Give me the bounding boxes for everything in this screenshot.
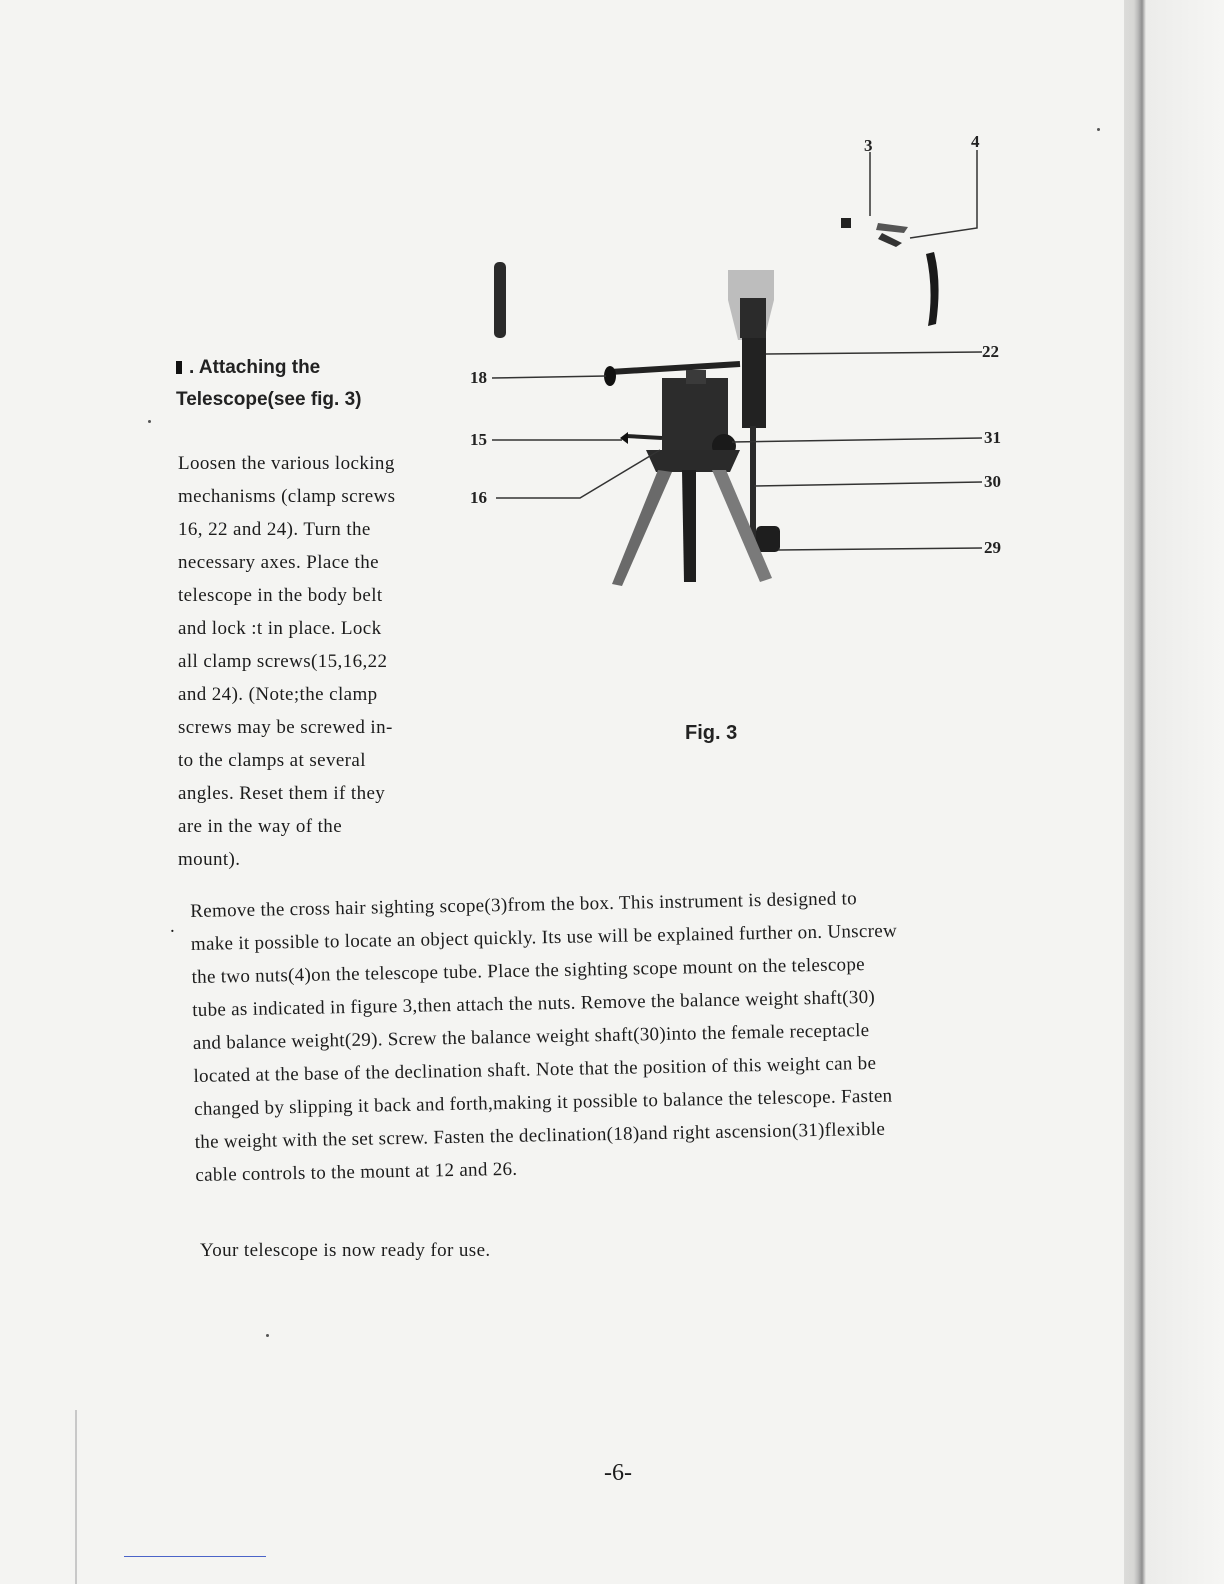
- tripod-leg-center: [682, 470, 696, 582]
- leader-line-16: [496, 450, 660, 498]
- intro-paragraph: [178, 447, 444, 876]
- intro-line: angles. Reset them if they: [178, 783, 386, 804]
- intro-line: and lock :t in place. Lock: [178, 618, 382, 639]
- callout-30: 30: [984, 472, 1001, 491]
- roman-numeral-marker: [176, 361, 182, 374]
- body-line: cable controls to the mount at 12 and 26.: [195, 1158, 518, 1186]
- body-line: and balance weight(29). Screw the balance weight shaft(30)into the female receptacle: [192, 1019, 870, 1054]
- intro-line: 16, 22 and 24). Turn the: [178, 519, 371, 540]
- callout-16: 16: [470, 488, 487, 507]
- callout-15: 15: [470, 430, 487, 449]
- leader-line-4: [910, 150, 977, 238]
- cradle-clamp: [740, 298, 766, 338]
- paragraph-bullet: .: [170, 916, 175, 937]
- body-line: the two nuts(4)on the telescope tube. Place the sighting scope mount on the telescope: [191, 954, 866, 988]
- tripod-leg-left: [612, 470, 672, 586]
- section-heading-line2: Telescope(see fig. 3): [176, 389, 362, 410]
- assembly-instructions: [190, 879, 1046, 1192]
- body-line: changed by slipping it back and forth,making it possible to balance the telescope. Fasten: [193, 1085, 893, 1120]
- intro-line: and 24). (Note;the clamp: [178, 684, 378, 705]
- callout-4: 4: [971, 132, 980, 151]
- mount-bracket: [686, 370, 706, 384]
- page-binding-edge: [1124, 0, 1224, 1584]
- body-line: tube as indicated in figure 3,then attach the nuts. Remove the balance weight shaft(30): [192, 986, 876, 1021]
- page-number: -6-: [604, 1460, 632, 1486]
- scan-speck: [148, 420, 151, 423]
- intro-line: Loosen the various locking: [178, 453, 395, 474]
- declination-cable: [610, 364, 740, 372]
- sighting-scope-body: [876, 223, 908, 233]
- intro-line: mechanisms (clamp screws: [178, 486, 396, 507]
- intro-line: telescope in the body belt: [178, 585, 383, 606]
- page-left-edge: [75, 1410, 77, 1584]
- scan-speck: [266, 1334, 269, 1337]
- callout-18: 18: [470, 368, 487, 387]
- section-heading: [176, 352, 362, 416]
- body-line: make it possible to locate an object quickly. Its use will be explained further on. Unscrew: [190, 920, 898, 955]
- tube-rear-ring: [926, 252, 939, 326]
- callout-3: 3: [864, 136, 873, 155]
- callout-29: 29: [984, 538, 1001, 557]
- tube-front-ring: [494, 262, 506, 338]
- leader-line-30: [754, 482, 982, 486]
- sighting-scope-eyepiece: [841, 218, 851, 228]
- balance-weight: [756, 526, 780, 552]
- body-line: located at the base of the declination shaft. Note that the position of this weight can be: [193, 1052, 877, 1087]
- leader-line-31: [732, 438, 982, 442]
- ra-cable: [626, 436, 662, 438]
- closing-sentence: Your telescope is now ready for use.: [200, 1240, 491, 1261]
- footer-rule: [124, 1556, 266, 1557]
- callout-22: 22: [982, 342, 999, 361]
- telescope-figure: [460, 120, 1020, 600]
- figure-caption: Fig. 3: [685, 722, 738, 744]
- section-heading-text: . Attaching the: [189, 357, 321, 378]
- leader-line-29: [778, 548, 982, 550]
- intro-line: necessary axes. Place the: [178, 552, 379, 573]
- leader-line-18: [492, 376, 606, 378]
- body-line: Remove the cross hair sighting scope(3)from the box. This instrument is designed to: [190, 888, 858, 922]
- callout-31: 31: [984, 428, 1001, 447]
- scan-speck: [1097, 128, 1100, 131]
- section-heading-line1: [176, 352, 362, 384]
- intro-line: mount).: [178, 849, 241, 870]
- body-line: the weight with the set screw. Fasten the declination(18)and right ascension(31)flexible: [194, 1118, 886, 1153]
- telescope-illustration: [460, 120, 1020, 600]
- declination-housing: [742, 338, 766, 428]
- tripod-head: [646, 450, 740, 472]
- intro-line: to the clamps at several: [178, 750, 366, 771]
- intro-line: screws may be screwed in-: [178, 717, 393, 738]
- ra-knob: [620, 432, 628, 444]
- sighting-scope-mount: [878, 233, 902, 247]
- intro-line: all clamp screws(15,16,22: [178, 651, 388, 672]
- intro-line: are in the way of the: [178, 816, 343, 837]
- leader-line-22: [766, 352, 982, 354]
